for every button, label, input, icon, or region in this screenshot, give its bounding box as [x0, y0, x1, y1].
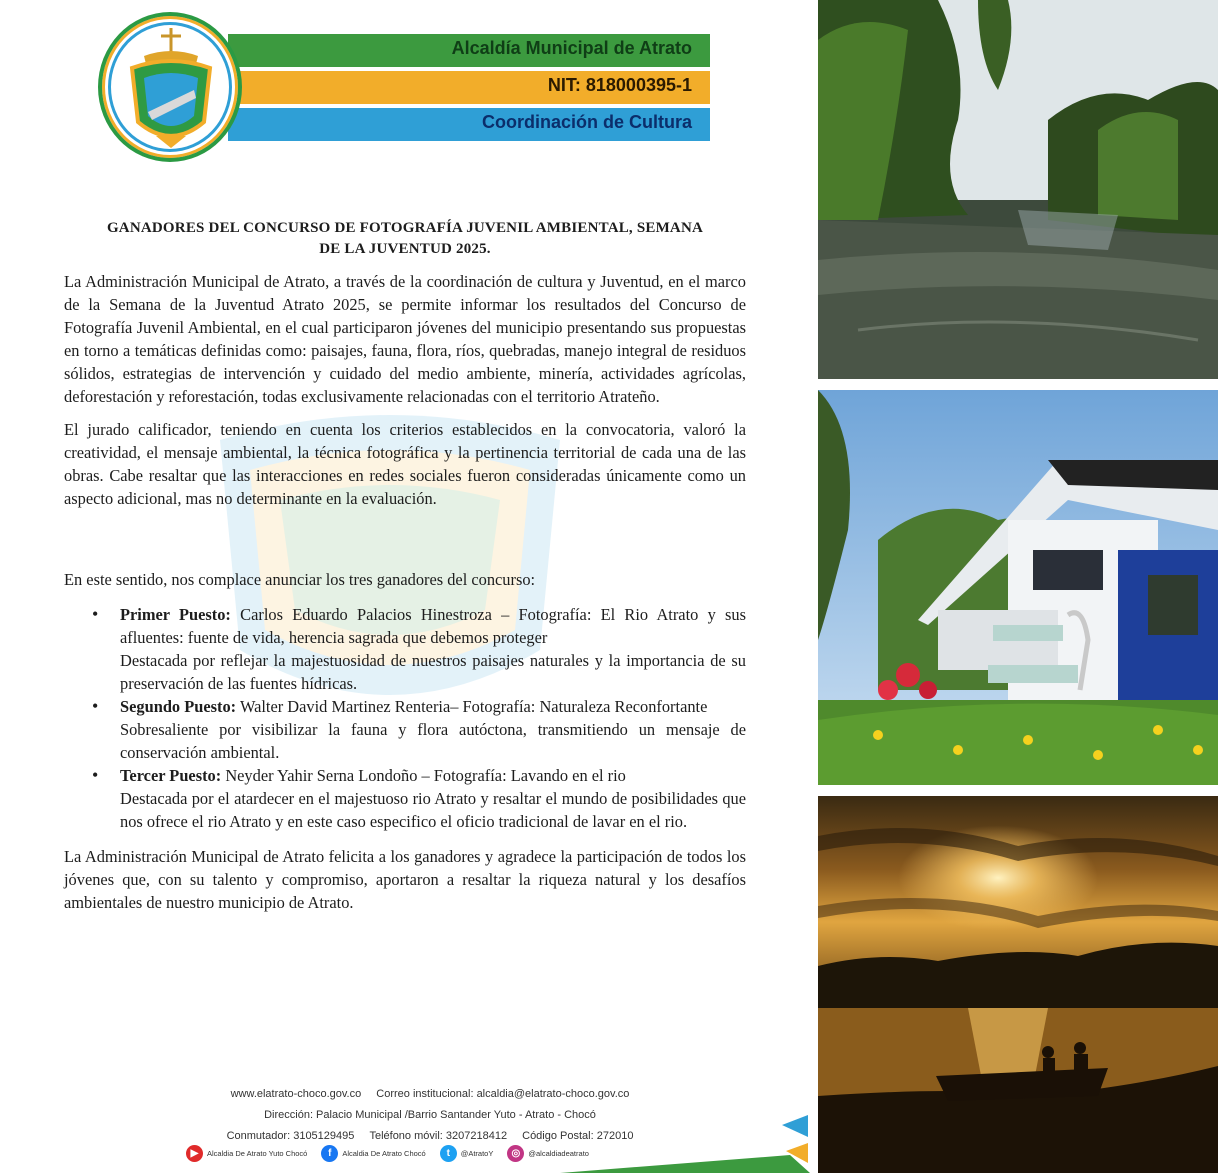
footer-switchboard: Conmutador: 3105129495: [226, 1130, 355, 1142]
document-body: [64, 218, 746, 914]
winner-place: Primer Puesto:: [120, 605, 231, 624]
paragraph-closing: La Administración Municipal de Atrato felicita a los ganadores y agradece la participación de todos los jóvenes que, con su talento y compromiso, aportaron a resaltar la riqueza natural y los desafíos ambientales de nuestro municipio de Atrato.: [64, 847, 746, 912]
paragraph-announcement: En este sentido, nos complace anunciar los tres ganadores del concurso:: [64, 570, 536, 589]
shield-icon: [116, 24, 226, 154]
winner-note: Destacada por el atardecer en el majestuoso rio Atrato y resaltar el mundo de posibilidades que nos ofrece el rio Atrato y en este caso especifico el oficio tradicional de lavar en el rio.: [120, 789, 746, 831]
twitter-icon: t: [440, 1145, 457, 1162]
document-title: [64, 218, 746, 260]
social-label: @AtratoY: [460, 1149, 494, 1158]
title-line-1: GANADORES DEL CONCURSO DE FOTOGRAFÍA JUVENIL AMBIENTAL, SEMANA: [106, 220, 704, 236]
social-facebook[interactable]: [321, 1145, 425, 1162]
winner-place: Tercer Puesto:: [120, 766, 222, 785]
winner-place: Segundo Puesto:: [120, 697, 237, 716]
list-item: [120, 695, 746, 764]
photo-sunset-river: [818, 796, 1218, 1173]
social-label: Alcaldia De Atrato Chocó: [342, 1149, 426, 1158]
social-youtube[interactable]: [186, 1145, 307, 1162]
social-links: [186, 1145, 686, 1162]
footer-postal: Código Postal: 272010: [522, 1130, 634, 1142]
title-line-2: DE LA JUVENTUD 2025.: [319, 241, 491, 257]
photo-river-trees: [818, 0, 1218, 379]
footer-mobile: Teléfono móvil: 3207218412: [369, 1130, 508, 1142]
social-label: Alcaldia De Atrato Yuto Chocó: [207, 1149, 308, 1158]
footer-address: Dirección: Palacio Municipal /Barrio Santander Yuto - Atrato - Chocó: [264, 1109, 596, 1121]
nit-number: NIT: 818000395-1: [547, 75, 692, 95]
instagram-icon: ◎: [507, 1145, 524, 1162]
social-label: @alcaldiadeatrato: [528, 1149, 589, 1158]
youtube-icon: ▶: [186, 1145, 203, 1162]
winner-note: Sobresaliente por visibilizar la fauna y flora autóctona, transmitiendo un mensaje de conservación ambiental.: [120, 720, 746, 762]
footer-website[interactable]: www.elatrato-choco.gov.co: [230, 1088, 362, 1100]
facebook-icon: f: [321, 1145, 338, 1162]
department-name: Coordinación de Cultura: [481, 112, 692, 132]
list-item: [120, 764, 746, 833]
social-twitter[interactable]: [440, 1145, 494, 1162]
winner-entry: Carlos Eduardo Palacios Hinestroza – Fotografía: El Rio Atrato y sus afluentes: fuente de vida, herencia sagrada que debemos proteger: [120, 605, 746, 647]
winner-entry: Walter David Martinez Renteria– Fotografía: Naturaleza Reconfortante: [239, 697, 708, 716]
photo-house-garden: [818, 390, 1218, 785]
letterhead-band-blue: [228, 108, 710, 141]
footer: [150, 1084, 710, 1147]
winner-entry: Neyder Yahir Serna Londoño – Fotografía: Lavando en el rio: [225, 766, 626, 785]
letterhead: [98, 12, 718, 164]
municipality-name: Alcaldía Municipal de Atrato: [451, 38, 692, 58]
letterhead-band-green: [228, 34, 710, 67]
letterhead-band-gold: [228, 71, 710, 104]
municipal-seal-logo: [98, 12, 242, 162]
paragraph-jury: El jurado calificador, teniendo en cuenta los criterios establecidos en la convocatoria, valoró la creatividad, el mensaje ambiental, la técnica fotográfica y la pertinencia territorial de cada una de las obras. Cabe resaltar que las interacciones en redes sociales fueron consideradas únicamente como un aspecto adicional, mas no determinante en la evaluación.: [64, 420, 746, 508]
winners-list: [64, 603, 746, 833]
winner-note: Destacada por reflejar la majestuosidad de nuestros paisajes naturales y la importancia de su preservación de las fuentes hídricas.: [120, 651, 746, 693]
footer-email[interactable]: Correo institucional: alcaldia@elatrato-choco.gov.co: [376, 1088, 630, 1100]
paragraph-intro: La Administración Municipal de Atrato, a través de la coordinación de cultura y Juventud, en el marco de la Semana de la Juventud Atrato 2025, se permite informar los resultados del Concurso de Fotografía Juvenil Ambiental, en el cual participaron jóvenes del municipio presentando sus propuestas en torno a temáticas definidas como: paisajes, fauna, flora, ríos, quebradas, manejo integral de residuos sólidos, estrategias de intervención y cuidado del medio ambiente, minería, actividades agrícolas, deforestación y reforestación, todas exclusivamente relacionadas con el territorio Atrateño.: [64, 272, 746, 406]
social-instagram[interactable]: [507, 1145, 589, 1162]
list-item: [120, 603, 746, 695]
